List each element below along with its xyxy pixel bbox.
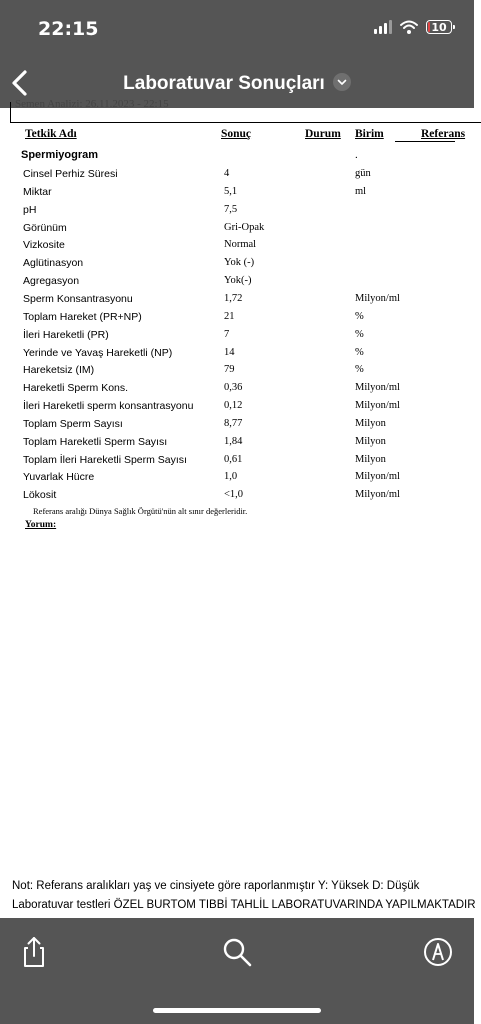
row-unit: %: [355, 364, 364, 376]
row-name: Hareketsiz (IM): [23, 364, 95, 377]
row-value: 1,72: [224, 292, 243, 304]
row-value: 14: [224, 346, 235, 358]
row-value: Yok(-): [224, 275, 252, 287]
table-row: [0, 186, 474, 204]
share-icon[interactable]: [16, 934, 52, 970]
table-row: [0, 204, 474, 222]
row-name: Agregasyon: [23, 275, 80, 288]
home-indicator: [153, 1008, 321, 1013]
header-result: Sonuç: [221, 128, 252, 140]
row-unit: Milyon: [355, 435, 386, 447]
row-name: Miktar: [23, 185, 52, 198]
footer-lab: Laboratuvar testleri ÖZEL BURTOM TIBBİ TAHLİL LABORATUVARINDA YAPILMAKTADIR: [12, 899, 476, 911]
row-name: Görünüm: [23, 221, 67, 234]
table-row: [0, 239, 474, 257]
row-unit: ml: [355, 185, 367, 197]
table-row: [0, 275, 474, 293]
report-document: [0, 98, 476, 918]
table-row: [0, 222, 474, 240]
signal-icon: [374, 20, 392, 34]
row-value: 7: [224, 328, 230, 340]
row-name: Toplam Hareketli Sperm Sayısı: [23, 435, 168, 448]
table-row: [0, 454, 474, 472]
table-row: [0, 329, 474, 347]
row-unit: gün: [355, 168, 371, 179]
status-icons: [374, 20, 452, 34]
header-test-name: Tetkik Adı: [25, 128, 77, 140]
status-time: 22:15: [38, 18, 99, 40]
row-unit: %: [355, 328, 364, 340]
row-value: 5,1: [224, 185, 238, 197]
header-underline: [395, 141, 455, 142]
section-title: Spermiyogram: [21, 149, 99, 161]
table-row: [0, 436, 474, 454]
row-name: Hareketli Sperm Kons.: [23, 382, 129, 395]
row-unit: Milyon/ml: [355, 471, 400, 483]
row-value: 21: [224, 310, 235, 322]
row-name: Toplam İleri Hareketli Sperm Sayısı: [23, 453, 187, 466]
row-value: 1,84: [224, 435, 243, 447]
comment-label: Yorum:: [25, 520, 57, 530]
row-value: 7,5: [224, 203, 238, 215]
row-name: İleri Hareketli sperm konsantrasyonu: [23, 400, 194, 413]
row-value: 79: [224, 364, 235, 376]
row-value: 1,0: [224, 471, 238, 483]
row-name: Yerinde ve Yavaş Hareketli (NP): [23, 346, 173, 359]
row-unit: Milyon: [355, 417, 386, 429]
table-row: [0, 168, 474, 186]
header-status: Durum: [305, 128, 341, 140]
table-row: [0, 471, 474, 489]
table-row: [0, 489, 474, 507]
row-unit: Milyon/ml: [355, 292, 400, 304]
row-unit: Milyon: [355, 453, 386, 465]
row-unit: %: [355, 310, 364, 322]
page-title-text: Laboratuvar Sonuçları: [123, 73, 325, 94]
row-name: Lökosit: [23, 489, 57, 502]
header-bar: [0, 0, 474, 108]
row-value: <1,0: [224, 489, 244, 501]
table-row: [0, 293, 474, 311]
row-name: Yuvarlak Hücre: [23, 471, 95, 484]
page-title[interactable]: [0, 73, 474, 95]
battery-icon: [426, 20, 452, 34]
row-name: Toplam Sperm Sayısı: [23, 417, 123, 430]
row-value: Normal: [224, 239, 257, 251]
row-unit: Milyon/ml: [355, 400, 400, 412]
row-value: 0,12: [224, 400, 243, 412]
battery-level: 10: [431, 20, 447, 34]
table-row: [0, 382, 474, 400]
markup-icon[interactable]: [420, 934, 456, 970]
table-row: [0, 400, 474, 418]
row-value: 0,36: [224, 382, 243, 394]
row-value: 8,77: [224, 417, 243, 429]
table-row: [0, 364, 474, 382]
row-unit: %: [355, 346, 364, 358]
chevron-down-icon[interactable]: [333, 73, 351, 91]
row-unit: Milyon/ml: [355, 382, 400, 394]
row-value: Gri-Opak: [224, 221, 265, 233]
header-reference: Referans: [421, 128, 466, 140]
row-value: 0,61: [224, 453, 243, 465]
row-name: Toplam Hareket (PR+NP): [23, 310, 142, 323]
row-name: Vizkosite: [23, 239, 65, 252]
section-dot: .: [355, 149, 358, 161]
previous-section-box: [10, 98, 481, 123]
table-row: [0, 418, 474, 436]
row-value: Yok (-): [224, 257, 255, 269]
row-name: pH: [23, 203, 37, 216]
reference-note: Referans aralığı Dünya Sağlık Örgütü'nün alt sınır değerleridir.: [33, 506, 248, 516]
table-row: [0, 347, 474, 365]
header-unit: Birim: [355, 128, 384, 140]
search-icon[interactable]: [219, 934, 255, 970]
row-name: İleri Hareketli (PR): [23, 328, 109, 341]
table-row: [0, 257, 474, 275]
table-row: [0, 311, 474, 329]
row-name: Aglütinasyon: [23, 257, 84, 270]
row-name: Cinsel Perhiz Süresi: [23, 168, 118, 180]
row-value: 4: [224, 168, 230, 179]
row-name: Sperm Konsantrasyonu: [23, 292, 133, 305]
previous-section-text: Semen Analizi: 26.11.2023 - 22:15: [15, 98, 169, 110]
wifi-icon: [400, 20, 418, 34]
row-unit: Milyon/ml: [355, 489, 400, 501]
footer-note: Not: Referans aralıkları yaş ve cinsiyete göre raporlanmıştır Y: Yüksek D: Düşük: [12, 880, 420, 892]
